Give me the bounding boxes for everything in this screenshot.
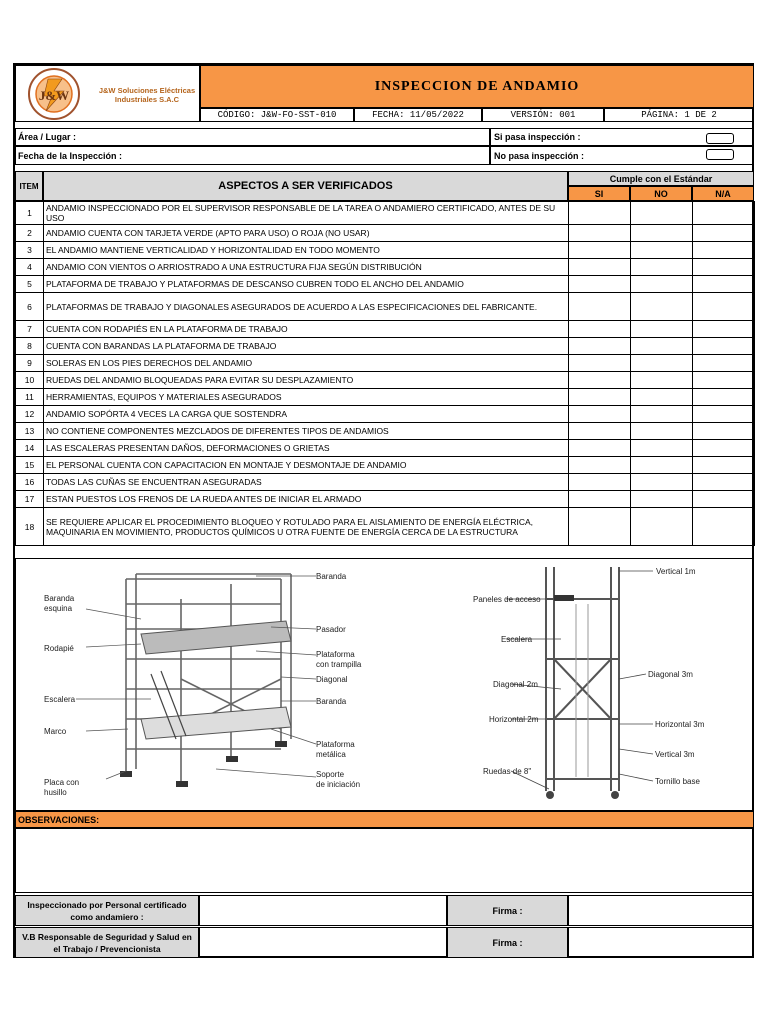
check-cell-na[interactable] bbox=[693, 457, 755, 474]
table-row bbox=[16, 389, 755, 406]
inspected-by-label: Inspeccionado por Personal certificado como andamiero : bbox=[15, 895, 199, 926]
item-text: HERRAMIENTAS, EQUIPOS Y MATERIALES ASEGURADOS bbox=[44, 389, 569, 406]
label-diagonal-3m: Diagonal 3m bbox=[648, 670, 693, 679]
firma-label-1: Firma : bbox=[447, 895, 568, 926]
check-cell-na[interactable] bbox=[693, 491, 755, 508]
table-row bbox=[16, 406, 755, 423]
check-cell-na[interactable] bbox=[693, 276, 755, 293]
form-code: CÓDIGO: J&W-FO-SST-010 bbox=[200, 108, 354, 122]
table-row bbox=[16, 372, 755, 389]
label-tornillo: Tornillo base bbox=[655, 777, 700, 786]
check-cell-no[interactable] bbox=[631, 474, 693, 491]
item-text: ANDAMIO CON VIENTOS O ARRIOSTRADO A UNA ESTRUCTURA FIJA SEGÚN DISTRIBUCIÓN bbox=[44, 259, 569, 276]
label-rodapie: Rodapié bbox=[44, 644, 74, 653]
check-cell-no[interactable] bbox=[631, 338, 693, 355]
svg-text:J&W: J&W bbox=[38, 88, 70, 103]
table-row bbox=[16, 225, 755, 242]
label-baranda-esquina-2: esquina bbox=[44, 604, 73, 613]
check-cell-na[interactable] bbox=[693, 355, 755, 372]
label-vertical-3m: Vertical 3m bbox=[655, 750, 695, 759]
table-row bbox=[16, 321, 755, 338]
check-cell-si[interactable] bbox=[569, 372, 631, 389]
form-page: PÁGINA: 1 DE 2 bbox=[604, 108, 754, 122]
label-diagonal: Diagonal bbox=[316, 675, 348, 684]
label-horizontal-3m: Horizontal 3m bbox=[655, 720, 705, 729]
label-baranda-mid: Baranda bbox=[316, 697, 347, 706]
check-cell-no[interactable] bbox=[631, 242, 693, 259]
area-field[interactable] bbox=[15, 128, 490, 146]
firma-label-2: Firma : bbox=[447, 927, 568, 958]
check-cell-no[interactable] bbox=[631, 406, 693, 423]
item-text: TODAS LAS CUÑAS SE ENCUENTRAN ASEGURADAS bbox=[44, 474, 569, 491]
check-cell-si[interactable] bbox=[569, 440, 631, 457]
check-cell-si[interactable] bbox=[569, 389, 631, 406]
check-cell-na[interactable] bbox=[693, 242, 755, 259]
check-cell-si[interactable] bbox=[569, 457, 631, 474]
diagram-area bbox=[15, 558, 754, 811]
label-placa-2: husillo bbox=[44, 788, 67, 797]
check-cell-si[interactable] bbox=[569, 406, 631, 423]
col-no-header: NO bbox=[630, 186, 692, 201]
item-text: ANDAMIO CUENTA CON TARJETA VERDE (APTO PARA USO) O ROJA (NO USAR) bbox=[44, 225, 569, 242]
check-cell-no[interactable] bbox=[631, 389, 693, 406]
table-row bbox=[16, 259, 755, 276]
check-cell-si[interactable] bbox=[569, 508, 631, 546]
inspection-date-field[interactable] bbox=[15, 146, 490, 165]
col-na-header: N/A bbox=[692, 186, 754, 201]
check-cell-si[interactable] bbox=[569, 202, 631, 225]
check-cell-na[interactable] bbox=[693, 202, 755, 225]
pass-checkbox[interactable] bbox=[706, 133, 734, 144]
label-escalera-right: Escalera bbox=[501, 635, 533, 644]
item-number: 10 bbox=[16, 372, 44, 389]
fail-checkbox[interactable] bbox=[706, 149, 734, 160]
check-cell-na[interactable] bbox=[693, 474, 755, 491]
item-number: 13 bbox=[16, 423, 44, 440]
item-number: 14 bbox=[16, 440, 44, 457]
check-cell-si[interactable] bbox=[569, 242, 631, 259]
item-number: 12 bbox=[16, 406, 44, 423]
check-cell-na[interactable] bbox=[693, 338, 755, 355]
check-cell-na[interactable] bbox=[693, 225, 755, 242]
inspected-by-field[interactable] bbox=[199, 895, 447, 926]
label-marco: Marco bbox=[44, 727, 67, 736]
item-number: 5 bbox=[16, 276, 44, 293]
item-number: 4 bbox=[16, 259, 44, 276]
label-plataforma-metalica-2: metálica bbox=[316, 750, 346, 759]
check-cell-na[interactable] bbox=[693, 259, 755, 276]
observations-label: OBSERVACIONES: bbox=[18, 815, 100, 825]
table-row bbox=[16, 423, 755, 440]
item-number: 15 bbox=[16, 457, 44, 474]
item-number: 7 bbox=[16, 321, 44, 338]
item-text: ANDAMIO INSPECCIONADO POR EL SUPERVISOR RESPONSABLE DE LA TAREA O ANDAMIERO CERTIFICADO, ANTES DE SU USO bbox=[44, 202, 569, 225]
pass-label: Si pasa inspección : bbox=[494, 132, 581, 142]
check-cell-si[interactable] bbox=[569, 338, 631, 355]
check-cell-si[interactable] bbox=[569, 293, 631, 321]
item-number: 11 bbox=[16, 389, 44, 406]
table-row bbox=[16, 457, 755, 474]
label-pasador: Pasador bbox=[316, 625, 346, 634]
company-name: J&W Soluciones Eléctricas Industriales S.A.C bbox=[98, 86, 196, 104]
label-plataforma-trampilla-2: con trampilla bbox=[316, 660, 362, 669]
item-header: ITEM bbox=[15, 171, 43, 201]
check-cell-no[interactable] bbox=[631, 440, 693, 457]
item-number: 18 bbox=[16, 508, 44, 546]
label-baranda-esquina-1: Baranda bbox=[44, 594, 75, 603]
item-number: 17 bbox=[16, 491, 44, 508]
check-cell-no[interactable] bbox=[631, 293, 693, 321]
check-cell-na[interactable] bbox=[693, 423, 755, 440]
item-text: RUEDAS DEL ANDAMIO BLOQUEADAS PARA EVITAR SU DESPLAZAMIENTO bbox=[44, 372, 569, 389]
check-cell-si[interactable] bbox=[569, 259, 631, 276]
scaffold-diagram-left bbox=[16, 559, 386, 810]
table-row bbox=[16, 202, 755, 225]
logo-block bbox=[15, 65, 200, 122]
check-cell-no[interactable] bbox=[631, 372, 693, 389]
label-diagonal-2m: Diagonal 2m bbox=[493, 680, 538, 689]
item-text: ANDAMIO SOPÓRTA 4 VECES LA CARGA QUE SOSTENDRA bbox=[44, 406, 569, 423]
check-cell-si[interactable] bbox=[569, 491, 631, 508]
table-row bbox=[16, 491, 755, 508]
area-label: Área / Lugar : bbox=[18, 132, 77, 142]
label-paneles: Paneles de acceso bbox=[473, 595, 541, 604]
inspection-form bbox=[13, 63, 754, 958]
label-soporte-2: de iniciación bbox=[316, 780, 361, 789]
item-text: LAS ESCALERAS PRESENTAN DAÑOS, DEFORMACIONES O GRIETAS bbox=[44, 440, 569, 457]
fail-label: No pasa inspección : bbox=[494, 151, 585, 161]
item-number: 8 bbox=[16, 338, 44, 355]
item-number: 9 bbox=[16, 355, 44, 372]
form-version: VERSIÓN: 001 bbox=[482, 108, 604, 122]
label-escalera: Escalera bbox=[44, 695, 76, 704]
check-cell-no[interactable] bbox=[631, 321, 693, 338]
item-text: EL PERSONAL CUENTA CON CAPACITACION EN MONTAJE Y DESMONTAJE DE ANDAMIO bbox=[44, 457, 569, 474]
table-row bbox=[16, 474, 755, 491]
label-ruedas: Ruedas de 8" bbox=[483, 767, 532, 776]
standard-header: Cumple con el Estándar bbox=[568, 171, 754, 186]
table-row bbox=[16, 276, 755, 293]
item-text: PLATAFORMA DE TRABAJO Y PLATAFORMAS DE DESCANSO CUBREN TODO EL ANCHO DEL ANDAMIO bbox=[44, 276, 569, 293]
check-cell-no[interactable] bbox=[631, 202, 693, 225]
label-soporte-1: Soporte bbox=[316, 770, 345, 779]
col-si-header: SI bbox=[568, 186, 630, 201]
aspects-header: ASPECTOS A SER VERIFICADOS bbox=[43, 171, 568, 201]
table-row bbox=[16, 508, 755, 546]
check-cell-na[interactable] bbox=[693, 508, 755, 546]
check-cell-si[interactable] bbox=[569, 276, 631, 293]
check-cell-no[interactable] bbox=[631, 225, 693, 242]
check-cell-no[interactable] bbox=[631, 491, 693, 508]
vb-field[interactable] bbox=[199, 927, 447, 958]
item-text: SE REQUIERE APLICAR EL PROCEDIMIENTO BLOQUEO Y ROTULADO PARA EL AISLAMIENTO DE ENERGÍA ELÉCTRICA, MAQUINARIA EN MOVIMIENTO, PRODUCTOS QUÍMICOS U OTRA FUENTE DE ENERGÍA CERCA DE LA ESTRUCTURA bbox=[44, 508, 569, 546]
inspection-date-label: Fecha de la Inspección : bbox=[18, 151, 123, 161]
label-plataforma-metalica-1: Plataforma bbox=[316, 740, 355, 749]
label-baranda-top: Baranda bbox=[316, 572, 347, 581]
check-cell-no[interactable] bbox=[631, 508, 693, 546]
check-cell-na[interactable] bbox=[693, 389, 755, 406]
check-cell-si[interactable] bbox=[569, 474, 631, 491]
item-text: PLATAFORMAS DE TRABAJO Y DIAGONALES ASEGURADOS DE ACUERDO A LAS ESPECIFICACIONES DEL FABRICANTE. bbox=[44, 293, 569, 321]
table-row bbox=[16, 355, 755, 372]
check-cell-no[interactable] bbox=[631, 259, 693, 276]
item-number: 2 bbox=[16, 225, 44, 242]
item-text: NO CONTIENE COMPONENTES MEZCLADOS DE DIFERENTES TIPOS DE ANDAMIOS bbox=[44, 423, 569, 440]
item-text: CUENTA CON RODAPIÉS EN LA PLATAFORMA DE TRABAJO bbox=[44, 321, 569, 338]
table-row bbox=[16, 242, 755, 259]
scaffold-diagram-right bbox=[391, 559, 751, 810]
check-cell-na[interactable] bbox=[693, 293, 755, 321]
table-row bbox=[16, 293, 755, 321]
table-row bbox=[16, 338, 755, 355]
observations-header bbox=[15, 811, 754, 828]
item-number: 6 bbox=[16, 293, 44, 321]
item-text: CUENTA CON BARANDAS LA PLATAFORMA DE TRABAJO bbox=[44, 338, 569, 355]
label-plataforma-trampilla-1: Plataforma bbox=[316, 650, 355, 659]
check-cell-si[interactable] bbox=[569, 225, 631, 242]
label-placa-1: Placa con bbox=[44, 778, 80, 787]
check-cell-na[interactable] bbox=[693, 406, 755, 423]
check-cell-no[interactable] bbox=[631, 457, 693, 474]
label-vertical-1m: Vertical 1m bbox=[656, 567, 696, 576]
check-cell-si[interactable] bbox=[569, 423, 631, 440]
check-cell-si[interactable] bbox=[569, 321, 631, 338]
check-cell-no[interactable] bbox=[631, 355, 693, 372]
check-cell-na[interactable] bbox=[693, 372, 755, 389]
item-number: 3 bbox=[16, 242, 44, 259]
table-row bbox=[16, 440, 755, 457]
firma-field-1[interactable] bbox=[568, 895, 754, 926]
item-text: EL ANDAMIO MANTIENE VERTICALIDAD Y HORIZONTALIDAD EN TODO MOMENTO bbox=[44, 242, 569, 259]
observations-field[interactable] bbox=[15, 828, 754, 893]
item-text: SOLERAS EN LOS PIES DERECHOS DEL ANDAMIO bbox=[44, 355, 569, 372]
check-cell-no[interactable] bbox=[631, 276, 693, 293]
company-logo-icon bbox=[18, 67, 92, 121]
firma-field-2[interactable] bbox=[568, 927, 754, 958]
item-number: 16 bbox=[16, 474, 44, 491]
check-cell-si[interactable] bbox=[569, 355, 631, 372]
item-number: 1 bbox=[16, 202, 44, 225]
item-text: ESTAN PUESTOS LOS FRENOS DE LA RUEDA ANTES DE INICIAR EL ARMADO bbox=[44, 491, 569, 508]
form-title: INSPECCION DE ANDAMIO bbox=[200, 65, 754, 108]
check-cell-na[interactable] bbox=[693, 321, 755, 338]
check-cell-na[interactable] bbox=[693, 440, 755, 457]
checklist-table bbox=[15, 201, 754, 558]
label-horizontal-2m: Horizontal 2m bbox=[489, 715, 539, 724]
vb-label: V.B Responsable de Seguridad y Salud en el Trabajo / Prevencionista bbox=[15, 927, 199, 958]
check-cell-no[interactable] bbox=[631, 423, 693, 440]
form-date: FECHA: 11/05/2022 bbox=[354, 108, 482, 122]
